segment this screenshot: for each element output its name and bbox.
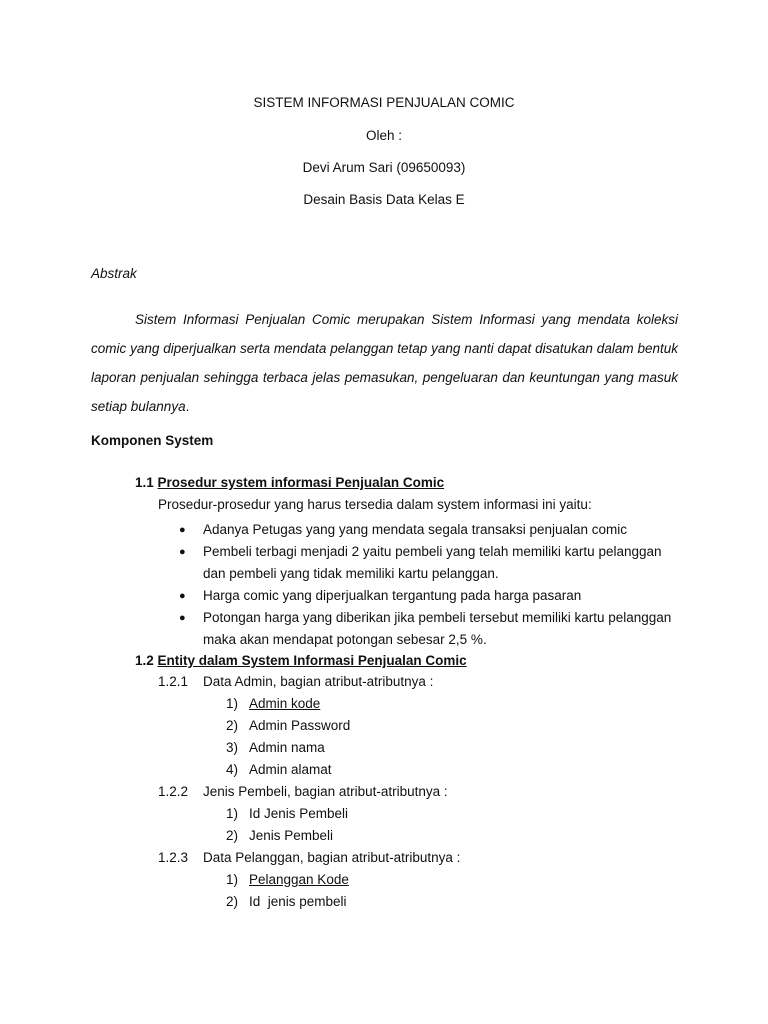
abstract-body: Sistem Informasi Penjualan Comic merupakan Sistem Informasi yang mendata koleksi comic yang diperjualkan serta mendata pelanggan tetap yang nanti dapat disatukan dalam bentuk laporan penjualan sehingga terbaca jelas pemasukan, pengeluaran dan keuntungan yang masuk setiap bulannya [91,312,678,414]
subsection-number: 1.2.1 [158,674,189,689]
section-2-title: Entity dalam System Informasi Penjualan Comic [157,653,467,668]
oleh-label: Oleh : [365,128,403,143]
course-name: Desain Basis Data Kelas E [303,192,465,207]
list-number: 2) [226,718,239,733]
abstract-paragraph [91,305,678,421]
section-1-intro: Prosedur-prosedur yang harus tersedia dalam system informasi ini yaitu: [158,497,592,512]
attribute-item: Jenis Pembeli [249,828,334,843]
attribute-item: Pelanggan Kode [249,872,349,887]
abstract-heading: Abstrak [91,266,137,281]
komponen-heading: Komponen System [91,433,214,448]
bullet-item: Adanya Petugas yang yang mendata segala transaksi penjualan comic [203,522,628,537]
list-number: 2) [226,828,239,843]
attribute-item: Id jenis pembeli [249,894,347,909]
section-1-number: 1.1 [135,475,154,490]
subsection-number: 1.2.3 [158,850,189,865]
list-number: 1) [226,806,239,821]
bullet-item: Harga comic yang diperjualkan tergantung pada harga pasaran [203,588,582,603]
list-number: 1) [226,696,239,711]
subsection-title: Jenis Pembeli, bagian atribut-atributnya : [203,784,448,799]
attribute-item: Id Jenis Pembeli [249,806,349,821]
attribute-item: Admin alamat [249,762,332,777]
abstract-end: . [185,399,190,414]
list-number: 2) [226,894,239,909]
bullet-item: Pembeli terbagi menjadi 2 yaitu pembeli yang telah memiliki kartu pelanggan dan pembeli yang tidak memiliki kartu pelanggan. [203,544,662,581]
bullet-item: Potongan harga yang diberikan jika pembeli tersebut memiliki kartu pelanggan maka akan mendapat potongan sebesar 2,5 %. [203,610,672,647]
list-number: 1) [226,872,239,887]
subsection-title: Data Admin, bagian atribut-atributnya : [203,674,434,689]
bullet-icon: ● [179,612,186,624]
list-number: 3) [226,740,239,755]
list-number: 4) [226,762,239,777]
subsection-title: Data Pelanggan, bagian atribut-atributnya : [203,850,461,865]
attribute-item: Admin nama [249,740,325,755]
bullet-icon: ● [179,546,186,558]
attribute-item: Admin kode [249,696,321,711]
author-name: Devi Arum Sari (09650093) [302,160,466,175]
bullet-icon: ● [179,590,186,602]
section-1-title: Prosedur system informasi Penjualan Comic [157,475,445,490]
section-2-heading [135,653,467,668]
document-title: SISTEM INFORMASI PENJUALAN COMIC [253,95,515,110]
section-1-heading [135,475,444,490]
attribute-item: Admin Password [249,718,351,733]
bullet-icon: ● [179,524,186,536]
section-2-number: 1.2 [135,653,154,668]
subsection-number: 1.2.2 [158,784,189,799]
